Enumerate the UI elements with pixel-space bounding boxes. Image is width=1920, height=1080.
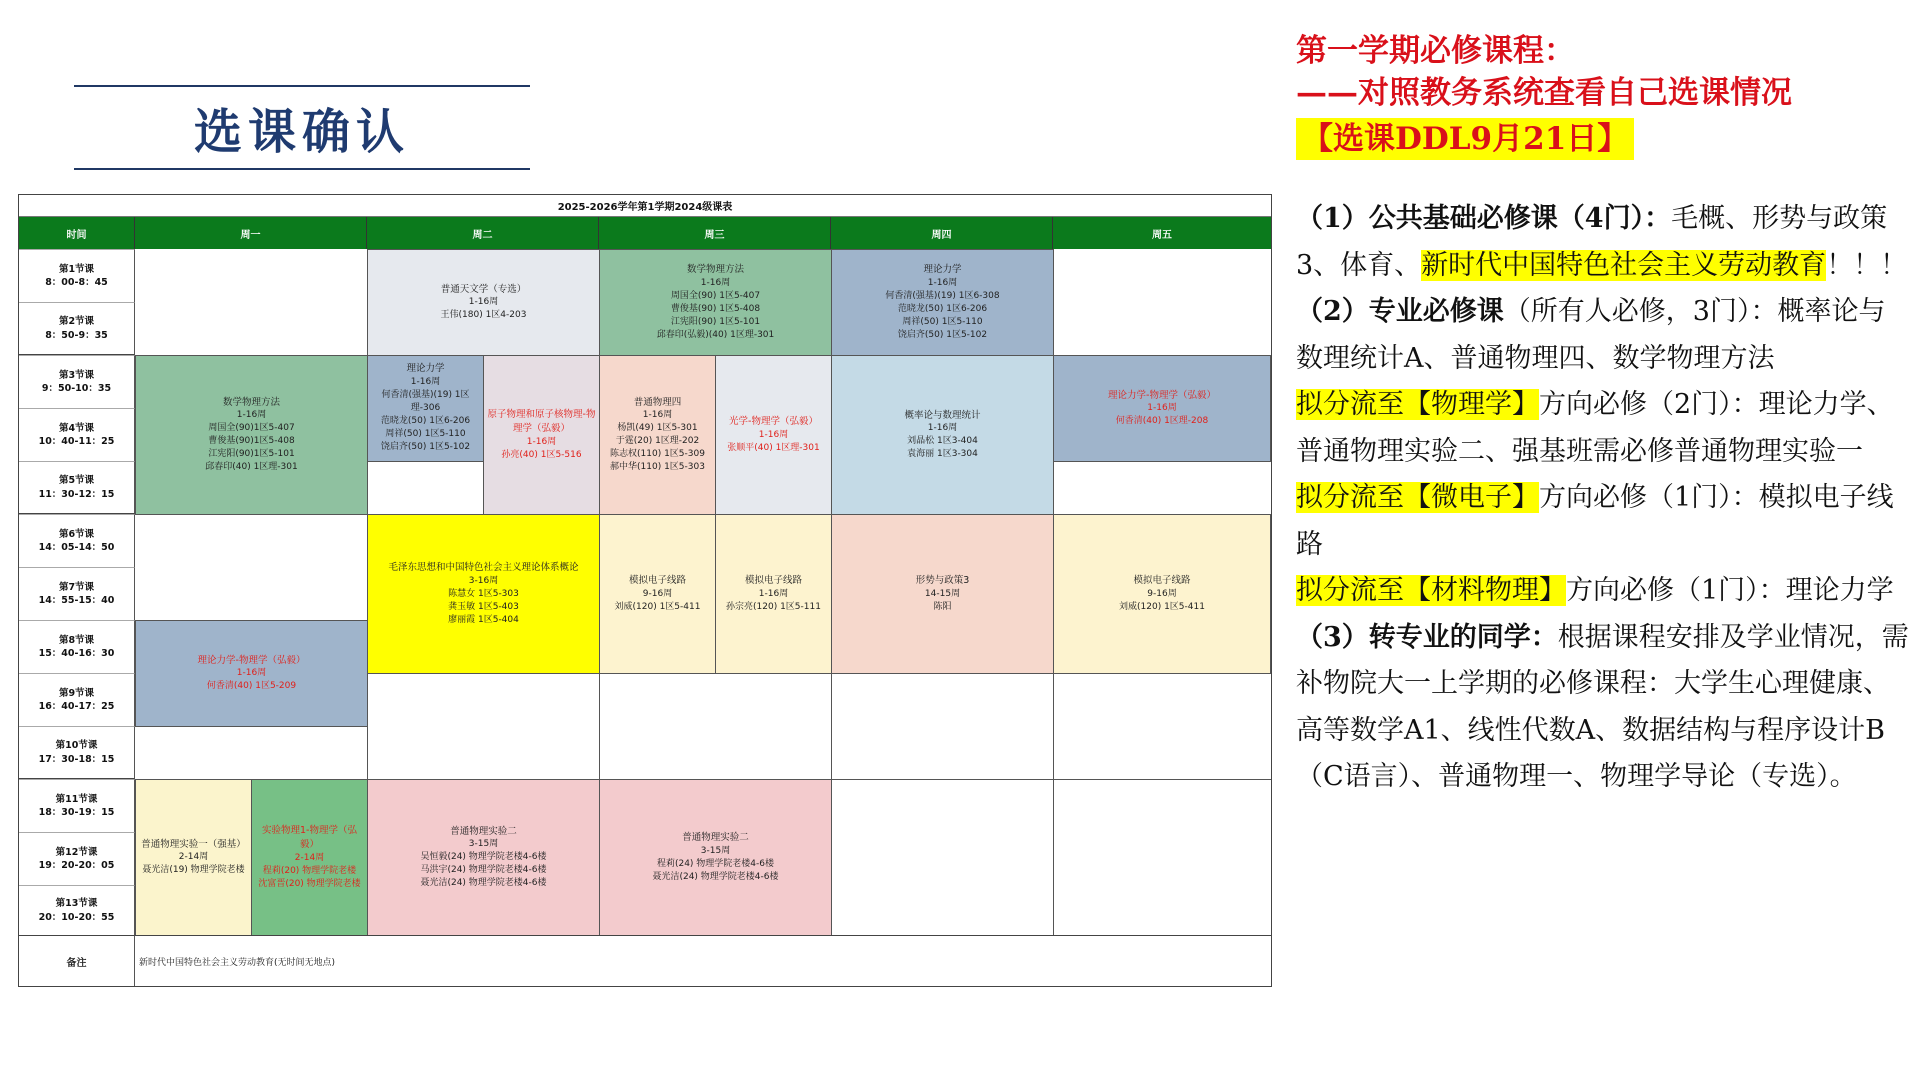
course-block[interactable] — [599, 355, 716, 515]
slot-name: 第1节课 — [58, 263, 95, 275]
course-detail: 何香清(强基)(19) 1区6-308 — [885, 290, 1000, 301]
slot-name: 第11节课 — [55, 793, 98, 805]
course-block[interactable] — [599, 514, 716, 674]
physics-track-paragraph — [1296, 382, 1910, 475]
header-time: 时间 — [19, 217, 135, 249]
course-detail: 江宪阳(90)1区5-101 — [208, 449, 295, 460]
slot-time: 20：10-20：55 — [38, 911, 115, 923]
slot-name: 第6节课 — [58, 528, 95, 540]
course-name: 数学物理方法 — [686, 264, 744, 275]
slot-time: 9：50-10：35 — [41, 383, 112, 394]
panel-subheading: ——对照教务系统查看自己选课情况 — [1296, 75, 1792, 111]
slot-time: 11：30-12：15 — [38, 488, 115, 500]
paragraph-heading: （3）转专业的同学： — [1296, 621, 1558, 653]
course-detail: 何香清(40) 1区5-209 — [206, 681, 297, 692]
course-name: 光学-物理学（弘毅） — [729, 416, 818, 428]
slot-11 — [19, 779, 135, 832]
course-detail: 3-15周 — [700, 845, 731, 856]
course-detail: 14-15周 — [924, 588, 961, 599]
paragraph-heading: （1）公共基础必修课（4门）： — [1296, 203, 1672, 234]
slot-time: 14：55-15：40 — [38, 595, 115, 606]
course-detail: 袁海丽 1区3-304 — [907, 449, 978, 460]
slot-time: 8：50-9：35 — [45, 329, 108, 341]
course-detail: 孙亮(40) 1区5-516 — [501, 449, 582, 460]
course-name: 实验物理1-物理学（弘毅） — [262, 825, 357, 850]
highlight-text: 新时代中国特色社会主义劳动教育 — [1421, 249, 1827, 281]
course-detail: 聂光洁(24) 物理学院老楼4-6楼 — [420, 878, 547, 889]
course-name: 模拟电子线路 — [628, 575, 686, 587]
paragraph-text: 根据课程安排及学业情况，需补物院大一上学期的必修课程：大学生心理健康、高等数学A1、线性代数A、数据结构与程序设计B（C语言）、普通物理一、物理学导论（专选）。 — [1296, 621, 1909, 792]
slot-4 — [19, 408, 135, 461]
course-detail: 江宪阳(90) 1区5-101 — [670, 316, 761, 327]
slot-12 — [19, 832, 135, 885]
course-detail: 1-16周 — [927, 423, 958, 434]
slot-name: 第8节课 — [58, 634, 95, 646]
highlight-text: 拟分流至【材料物理】 — [1296, 575, 1566, 606]
course-block[interactable] — [831, 355, 1054, 515]
course-name: 形势与政策3 — [915, 575, 970, 587]
course-block[interactable] — [715, 514, 832, 674]
course-block[interactable] — [599, 779, 832, 936]
course-detail: 周祥(50) 1区5-110 — [385, 429, 466, 440]
course-detail: 9-16周 — [1147, 588, 1177, 599]
slot-name: 第10节课 — [55, 740, 98, 752]
slot-time: 10：40-11：25 — [38, 436, 115, 447]
header-monday: 周一 — [135, 217, 367, 249]
course-detail: 聂光洁(19) 物理学院老楼 — [142, 865, 245, 876]
course-detail: 刘威(120) 1区5-411 — [1119, 601, 1205, 612]
slot-name: 第5节课 — [58, 475, 95, 487]
microelectronics-track-paragraph — [1296, 475, 1910, 568]
course-block[interactable] — [251, 779, 368, 936]
course-detail: 1-16周 — [236, 668, 267, 679]
course-detail: 马洪宇(24) 物理学院老楼4-6楼 — [420, 865, 547, 876]
course-name: 概率论与数理统计 — [904, 409, 981, 421]
slot-10 — [19, 726, 135, 779]
course-detail: 1-16周 — [1147, 403, 1177, 414]
course-block[interactable] — [1053, 355, 1271, 462]
course-name: 普通物理实验二 — [682, 832, 749, 844]
course-detail: 何香清(40) 1区理-208 — [1115, 416, 1209, 427]
slot-name: 第12节课 — [55, 846, 98, 858]
course-detail: 周国全(90)1区5-407 — [208, 423, 295, 434]
slot-1 — [19, 249, 135, 302]
course-detail: 杨凯(49) 1区5-301 — [617, 423, 698, 434]
slot-time: 15：40-16：30 — [38, 648, 115, 659]
course-detail: 王伟(180) 1区4-203 — [440, 310, 527, 321]
course-block[interactable] — [715, 355, 832, 515]
course-detail: 吴恒毅(24) 物理学院老楼4-6楼 — [420, 852, 547, 863]
highlight-text: 拟分流至【物理学】 — [1296, 389, 1539, 420]
course-name: 模拟电子线路 — [1133, 575, 1191, 587]
timetable — [18, 194, 1272, 987]
slot-time: 14：05-14：50 — [38, 542, 115, 553]
slot-name: 第13节课 — [55, 898, 98, 910]
paragraph-text: 毛概、形势与政策3、体育、 — [1296, 203, 1888, 281]
course-detail: 程莉(24) 物理学院老楼4-6楼 — [656, 858, 775, 869]
course-block[interactable] — [367, 249, 600, 356]
slot-time: 19：20-20：05 — [38, 860, 115, 871]
course-detail: 聂光洁(24) 物理学院老楼4-6楼 — [652, 871, 779, 882]
course-detail: 1-16周 — [236, 410, 267, 421]
ddl-badge: 【选课DDL9月21日】 — [1296, 118, 1634, 160]
course-name: 毛泽东思想和中国特色社会主义理论体系概论 — [388, 562, 579, 574]
slot-time: 18：30-19：15 — [38, 807, 115, 818]
panel-body — [1296, 196, 1910, 801]
slot-13 — [19, 885, 135, 935]
course-detail: 1-16周 — [927, 277, 958, 288]
course-block[interactable] — [367, 355, 484, 462]
course-block[interactable] — [135, 355, 368, 515]
course-detail: 孙宗亮(120) 1区5-111 — [726, 601, 821, 612]
header-thursday: 周四 — [831, 217, 1053, 249]
course-detail: 3-16周 — [468, 575, 499, 586]
major-required-paragraph — [1296, 289, 1910, 382]
course-detail: 邱春印(40) 1区理-301 — [205, 462, 298, 473]
slot-name: 第3节课 — [58, 369, 95, 381]
timetable-title: 2025-2026学年第1学期2024级课表 — [19, 195, 1271, 217]
course-name: 模拟电子线路 — [744, 575, 802, 587]
course-name: 普通物理实验一（强基） — [141, 838, 246, 850]
course-name: 理论力学-物理学（弘毅） — [197, 654, 306, 666]
paragraph-text: 方向必修（1门）：理论力学 — [1566, 575, 1894, 606]
title-rule-top — [74, 85, 530, 87]
course-detail: 刘晶松 1区3-404 — [907, 436, 978, 447]
course-detail: 陈慧女 1区5-303 — [448, 588, 519, 599]
requirements-panel — [1296, 30, 1910, 801]
course-detail: 1-16周 — [758, 429, 789, 440]
paragraph-text: ！！！ — [1826, 249, 1908, 281]
course-detail: 程莉(20) 物理学院老楼 — [262, 865, 357, 876]
course-detail: 范晓龙(50) 1区6-206 — [380, 416, 471, 427]
slot-7 — [19, 567, 135, 620]
slot-5 — [19, 461, 135, 514]
highlight-text: 拟分流至【微电子】 — [1296, 482, 1539, 513]
paragraph-heading: （2）专业必修课 — [1296, 296, 1504, 327]
slot-2 — [19, 302, 135, 355]
slot-name: 第4节课 — [58, 422, 95, 434]
course-detail: 沈富晋(20) 物理学院老楼 — [258, 878, 361, 889]
notes-label: 备注 — [19, 935, 135, 986]
course-name: 数学物理方法 — [222, 396, 280, 408]
course-name: 普通物理四 — [633, 396, 682, 408]
slot-time: 17：30-18：15 — [38, 753, 115, 765]
slot-time: 8：00-8：45 — [45, 277, 108, 288]
paragraph-text: 方向必修（1门）：模拟电子线路 — [1296, 482, 1894, 560]
course-detail: 1-16周 — [468, 297, 499, 308]
course-block[interactable] — [367, 779, 600, 936]
slide-title: 选课确认 — [193, 103, 410, 160]
course-block[interactable] — [367, 514, 600, 674]
course-detail: 陈阳 — [933, 601, 952, 612]
materials-track-paragraph — [1296, 568, 1910, 615]
course-detail: 2-14周 — [178, 852, 209, 863]
slot-6 — [19, 514, 135, 567]
course-detail: 9-16周 — [642, 588, 673, 599]
course-detail: 周国全(90) 1区5-407 — [670, 290, 761, 301]
course-detail: 何香清(强基)(19) 1区理-306 — [381, 390, 470, 414]
course-block[interactable] — [1053, 514, 1271, 674]
course-name: 普通物理实验二 — [450, 825, 517, 837]
course-name: 普通天文学（专选） — [440, 283, 527, 295]
slot-8 — [19, 620, 135, 673]
paragraph-text: （所有人必修，3门）：概率论与数理统计A、普通物理四、数学物理方法 — [1296, 296, 1886, 374]
header-wednesday: 周三 — [599, 217, 831, 249]
paragraph-text: 方向必修（2门）：理论力学、普通物理实验二、强基班需必修普通物理实验一 — [1296, 389, 1894, 467]
slot-time: 16：40-17：25 — [38, 701, 115, 712]
course-block[interactable] — [599, 249, 832, 356]
course-detail: 1-16周 — [758, 588, 789, 599]
course-block[interactable] — [135, 620, 368, 727]
course-block[interactable] — [831, 514, 1054, 674]
course-detail: 廖丽霞 1区5-404 — [448, 614, 519, 625]
panel-heading: 第一学期必修课程： — [1296, 33, 1575, 69]
course-detail: 郝中华(110) 1区5-303 — [610, 462, 705, 473]
course-detail: 范晓龙(50) 1区6-206 — [897, 303, 988, 314]
course-detail: 曹俊基(90)1区5-408 — [208, 436, 295, 447]
course-block[interactable] — [135, 779, 252, 936]
course-detail: 曹俊基(90) 1区5-408 — [670, 303, 761, 314]
title-rule-bottom — [74, 168, 530, 170]
course-name: 原子物理和原子核物理-物理学（弘毅） — [487, 409, 596, 434]
slot-3 — [19, 355, 135, 408]
course-detail: 1-16周 — [642, 410, 673, 421]
course-name: 理论力学 — [923, 264, 962, 275]
course-detail: 周祥(50) 1区5-110 — [902, 316, 983, 327]
course-detail: 陈志权(110) 1区5-309 — [610, 449, 705, 460]
course-detail: 3-15周 — [468, 839, 499, 850]
course-detail: 1-16周 — [410, 377, 441, 388]
transfer-students-paragraph — [1296, 615, 1910, 801]
course-detail: 1-16周 — [526, 436, 557, 447]
course-name: 理论力学 — [406, 363, 445, 375]
course-detail: 邱春印(弘毅)(40) 1区理-301 — [656, 329, 775, 340]
course-detail: 龚玉敏 1区5-403 — [448, 601, 519, 612]
header-friday: 周五 — [1053, 217, 1271, 249]
slot-name: 第2节课 — [58, 316, 95, 328]
slot-name: 第7节课 — [58, 581, 95, 593]
slot-name: 第9节课 — [58, 687, 95, 699]
course-detail: 1-16周 — [700, 277, 731, 288]
course-detail: 刘威(120) 1区5-411 — [614, 601, 701, 612]
course-detail: 于霆(20) 1区理-202 — [615, 436, 700, 447]
course-detail: 饶启齐(50) 1区5-102 — [380, 442, 471, 453]
course-block[interactable] — [831, 249, 1054, 356]
public-required-paragraph — [1296, 196, 1910, 289]
course-name: 理论力学-物理学（弘毅） — [1108, 389, 1216, 401]
course-detail: 2-14周 — [294, 852, 325, 863]
course-detail: 饶启齐(50) 1区5-102 — [897, 329, 988, 340]
course-block[interactable] — [483, 355, 600, 515]
header-tuesday: 周二 — [367, 217, 599, 249]
slot-9 — [19, 673, 135, 726]
notes-text: 新时代中国特色社会主义劳动教育(无时间无地点) — [135, 935, 1271, 986]
course-detail: 张顺平(40) 1区理-301 — [727, 442, 820, 453]
